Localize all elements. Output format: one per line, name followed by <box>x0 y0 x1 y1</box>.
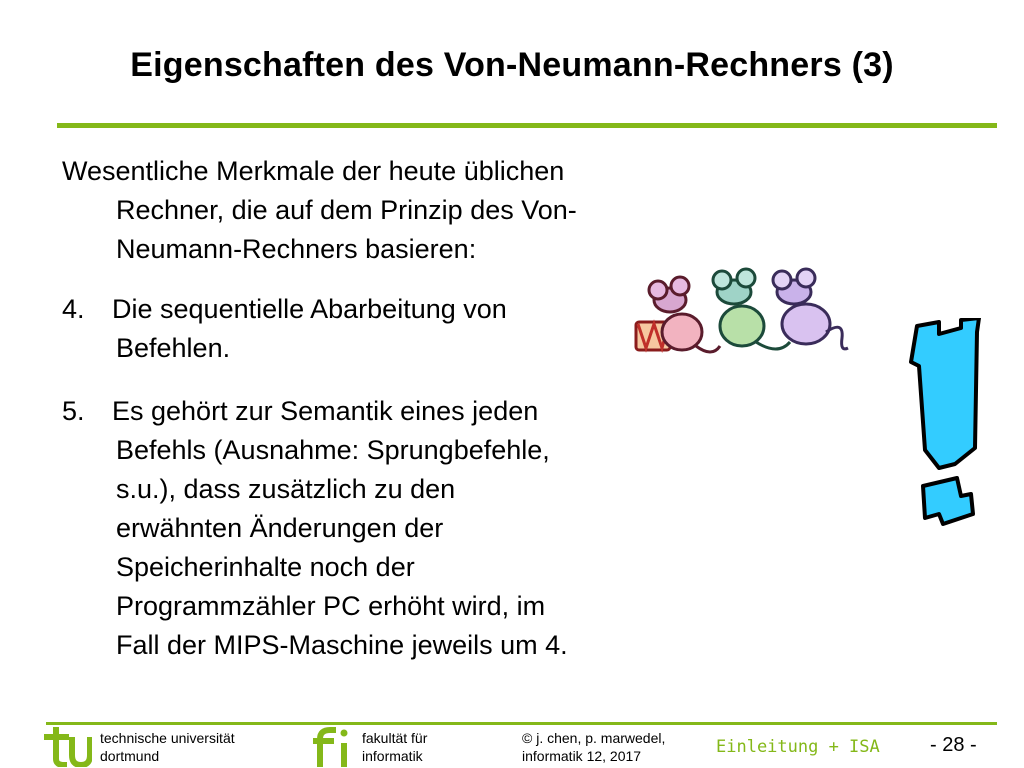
title-divider <box>57 123 997 128</box>
footer-tu-line-1: technische universität <box>100 730 235 746</box>
footer-topic: Einleitung + ISA <box>716 737 880 757</box>
list-item-5-line-1: Es gehört zur Semantik eines jeden <box>112 396 539 426</box>
footer-fi-name <box>362 729 427 765</box>
footer-copyright <box>522 729 665 765</box>
list-item-4 <box>62 290 702 368</box>
intro-paragraph <box>62 152 702 269</box>
page-number: - 28 - <box>930 734 977 756</box>
list-item-5-number: 5. <box>62 396 85 426</box>
list-item-5 <box>62 392 702 665</box>
list-item-5-line-5: Speicherinhalte noch der <box>116 552 415 582</box>
list-item-4-line-1: Die sequentielle Abarbeitung von <box>112 294 507 324</box>
list-item-4-line-2: Befehlen. <box>116 333 231 363</box>
list-item-4-number: 4. <box>62 294 85 324</box>
list-item-5-line-2: Befehls (Ausnahme: Sprungbefehle, <box>116 435 550 465</box>
list-item-5-line-6: Programmzähler PC erhöht wird, im <box>116 591 546 621</box>
footer-fi-line-1: fakultät für <box>362 730 428 746</box>
slide-title: Eigenschaften des Von-Neumann-Rechners (3) <box>130 46 894 84</box>
list-item-5-line-4: erwähnten Änderungen der <box>116 513 444 543</box>
list-item-5-line-7: Fall der MIPS-Maschine jeweils um 4. <box>116 630 568 660</box>
footer-fi-line-2: informatik <box>362 748 423 764</box>
footer-copyright-line-2: informatik 12, 2017 <box>522 748 642 764</box>
footer-tu-name <box>100 729 235 765</box>
mice-marching-band-icon <box>630 262 852 362</box>
exclamation-mark-icon <box>905 318 990 530</box>
intro-line-2: Rechner, die auf dem Prinzip des Von- <box>116 195 577 225</box>
intro-line-3: Neumann-Rechners basieren: <box>116 234 477 264</box>
footer-copyright-line-1: © j. chen, p. marwedel, <box>522 730 666 746</box>
fi-logo-icon <box>310 727 354 767</box>
footer-tu-line-2: dortmund <box>100 748 160 764</box>
tu-logo-icon <box>44 727 92 767</box>
intro-line-1: Wesentliche Merkmale der heute üblichen <box>62 156 565 186</box>
footer-divider <box>46 722 997 725</box>
list-item-5-line-3: s.u.), dass zusätzlich zu den <box>116 474 456 504</box>
